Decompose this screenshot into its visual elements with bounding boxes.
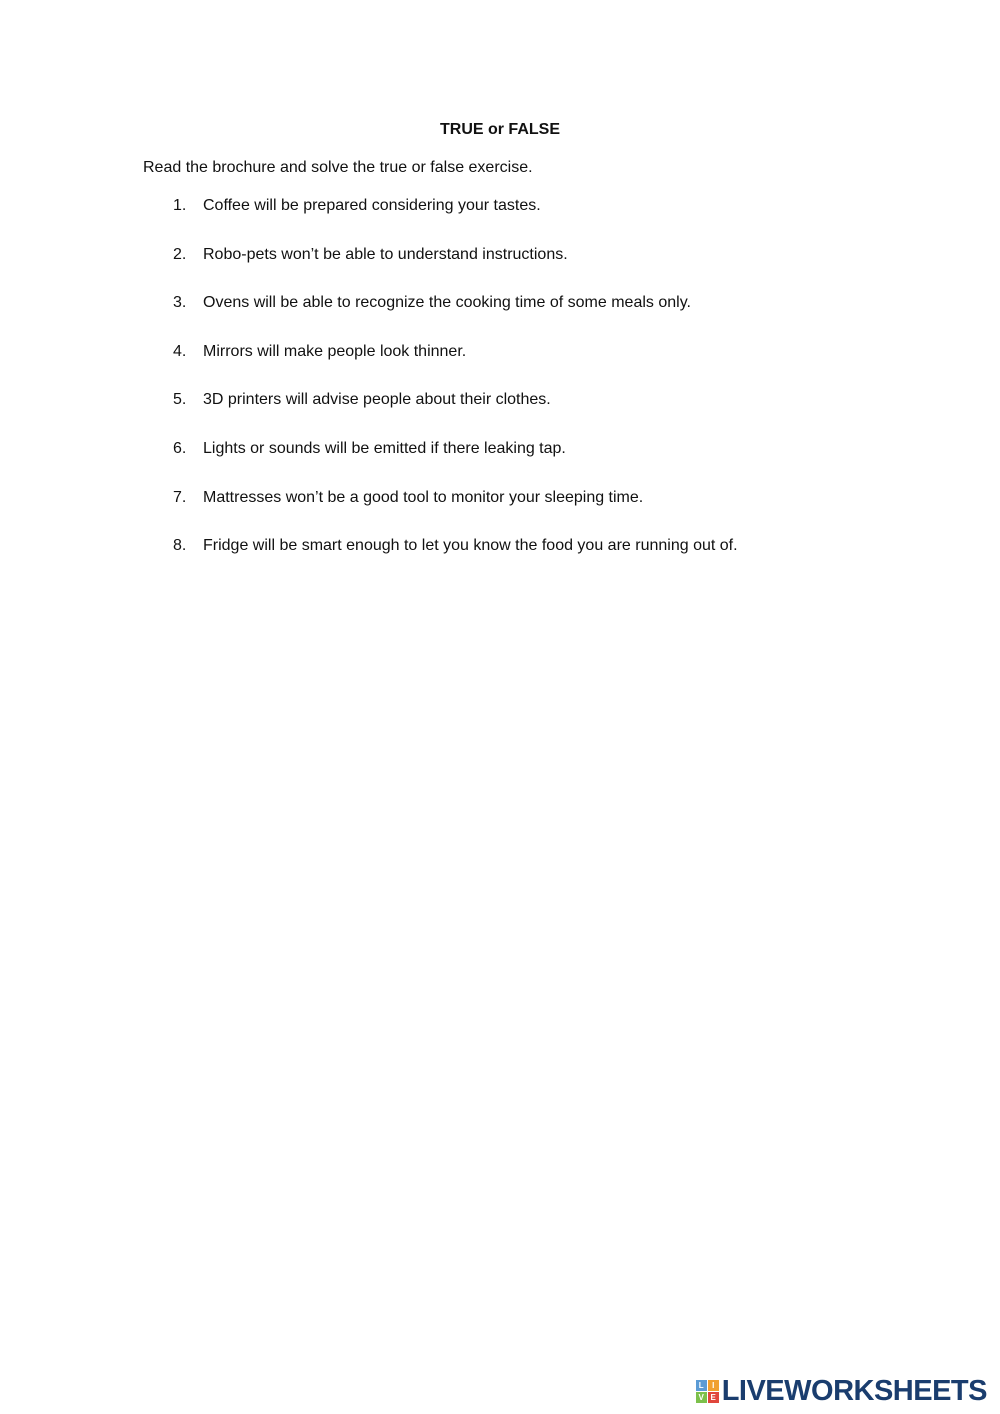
item-number: 4.: [173, 342, 187, 360]
item-number: 5.: [173, 391, 187, 409]
item-number: 6.: [173, 439, 187, 457]
item-number: 8.: [173, 537, 187, 555]
logo-text: LIVEWORKSHEETS: [721, 1375, 987, 1407]
instructions-text: Read the brochure and solve the true or false exercise.: [143, 159, 533, 176]
item-text: Robo-pets won’t be able to understand instructions.: [203, 245, 568, 263]
liveworksheets-logo: [696, 1374, 987, 1408]
item-text: Mirrors will make people look thinner.: [203, 342, 467, 360]
item-text: Ovens will be able to recognize the cooking time of some meals only.: [203, 294, 691, 312]
item-number: 2.: [173, 245, 187, 263]
page-title: TRUE or FALSE: [439, 121, 560, 138]
logo-square-e: E: [708, 1392, 719, 1403]
item-text: Coffee will be prepared considering your tastes.: [203, 197, 541, 214]
item-number: 1.: [173, 197, 187, 214]
item-text: Mattresses won’t be a good tool to monitor your sleeping time.: [203, 488, 644, 506]
item-text: Lights or sounds will be emitted if there leaking tap.: [203, 439, 566, 457]
logo-square-i: I: [708, 1380, 719, 1391]
logo-square-v: V: [696, 1392, 707, 1403]
item-text: 3D printers will advise people about their clothes.: [203, 391, 551, 409]
logo-mark-icon: [696, 1380, 719, 1403]
item-text: Fridge will be smart enough to let you know the food you are running out of.: [203, 537, 738, 555]
item-number: 3.: [173, 294, 187, 312]
item-number: 7.: [173, 488, 187, 506]
logo-square-l: L: [696, 1380, 707, 1391]
